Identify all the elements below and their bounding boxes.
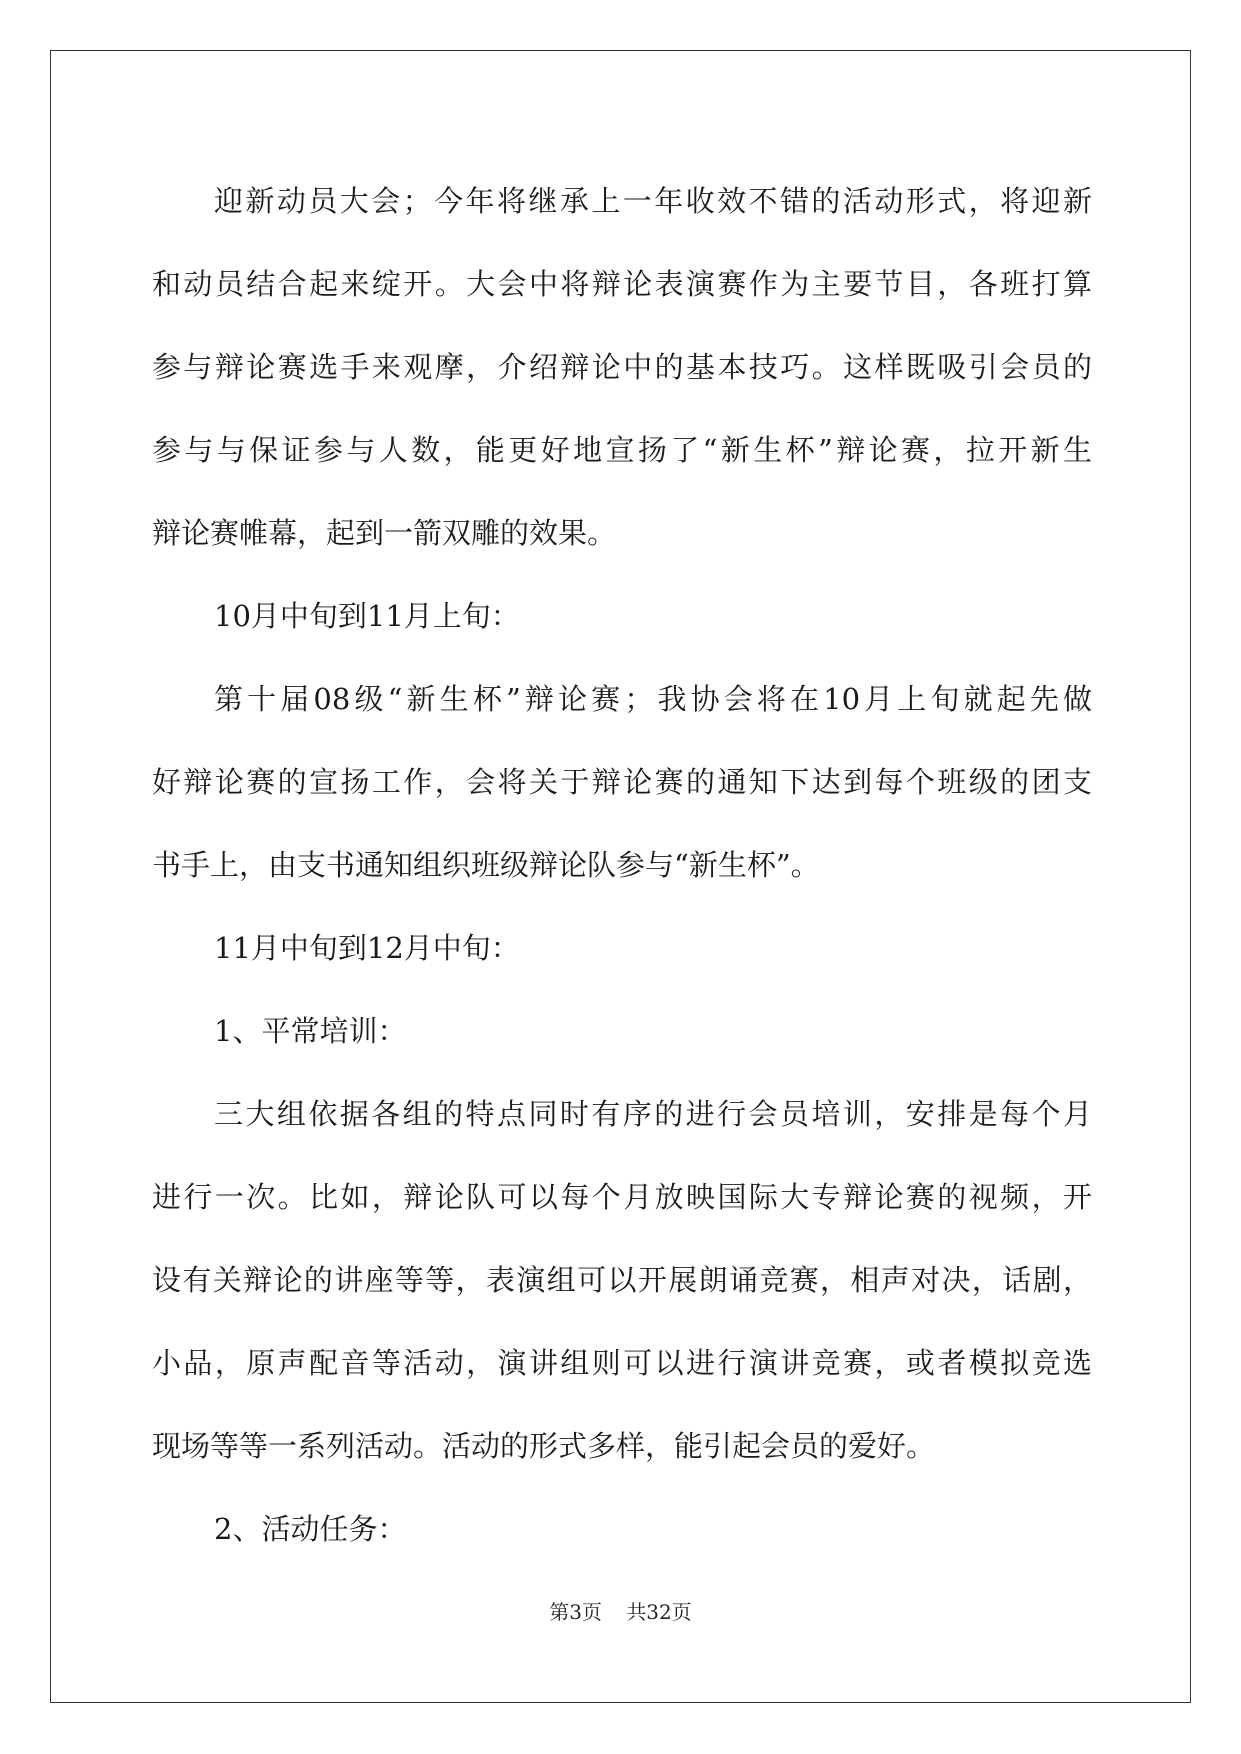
text-line: 小品，原声配音等活动，演讲组则可以进行演讲竞赛，或者模拟竞选 xyxy=(152,1346,1092,1380)
page-footer xyxy=(0,1596,1241,1625)
text-line: 现场等等一系列活动。活动的形式多样，能引起会员的爱好。 xyxy=(152,1429,936,1463)
text-line: 参与与保证参与人数，能更好地宣扬了“新生杯”辩论赛，拉开新生 xyxy=(152,433,1092,467)
text-line: 10月中旬到11月上旬： xyxy=(214,599,520,633)
text-line: 迎新动员大会；今年将继承上一年收效不错的活动形式，将迎新 xyxy=(214,184,1092,218)
text-line: 11月中旬到12月中旬： xyxy=(214,931,520,965)
total-pages: 共32页 xyxy=(626,1600,692,1624)
text-line: 2、活动任务： xyxy=(214,1512,407,1546)
text-line: 参与辩论赛选手来观摩，介绍辩论中的基本技巧。这样既吸引会员的 xyxy=(152,350,1092,384)
text-line: 1、平常培训： xyxy=(214,1014,407,1048)
text-line: 好辩论赛的宣扬工作，会将关于辩论赛的通知下达到每个班级的团支 xyxy=(152,765,1092,799)
text-line: 三大组依据各组的特点同时有序的进行会员培训，安排是每个月 xyxy=(214,1097,1092,1131)
text-line: 设有关辩论的讲座等等，表演组可以开展朗诵竞赛，相声对决，话剧， xyxy=(152,1263,1092,1297)
text-line: 书手上，由支书通知组织班级辩论队参与“新生杯”。 xyxy=(152,848,820,882)
document-body xyxy=(152,160,1092,1571)
text-line: 和动员结合起来绽开。大会中将辩论表演赛作为主要节目，各班打算 xyxy=(152,267,1092,301)
page-number: 第3页 xyxy=(549,1600,602,1624)
text-line: 辩论赛帷幕，起到一箭双雕的效果。 xyxy=(152,516,617,550)
text-line: 进行一次。比如，辩论队可以每个月放映国际大专辩论赛的视频，开 xyxy=(152,1180,1092,1214)
text-line: 第十届08级“新生杯”辩论赛；我协会将在10月上旬就起先做 xyxy=(214,682,1092,716)
